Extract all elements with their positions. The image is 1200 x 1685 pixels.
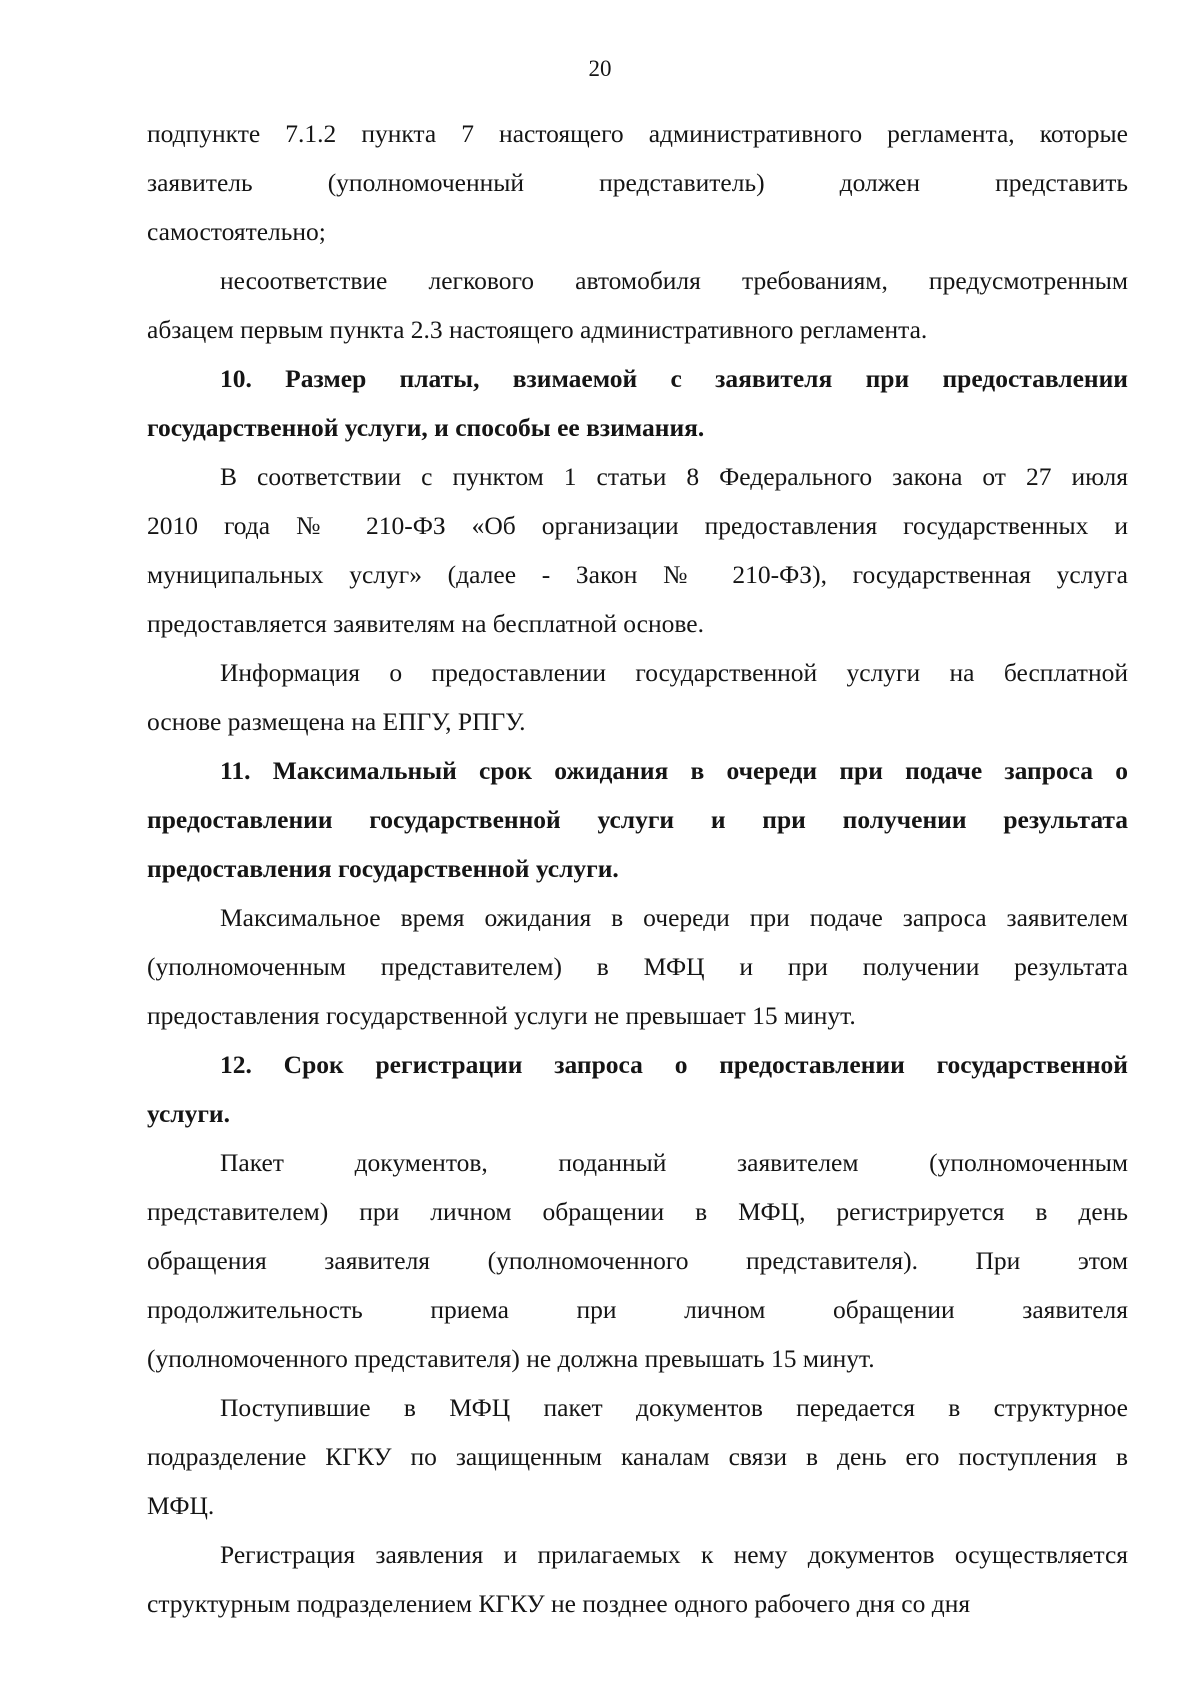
text-line: Регистрация заявления и прилагаемых к нему документов осуществляется <box>220 1540 1128 1569</box>
text-line: предоставляется заявителям на бесплатной основе. <box>147 609 704 638</box>
paragraph <box>147 452 1128 648</box>
text-line: основе размещена на ЕПГУ, РПГУ. <box>147 707 526 736</box>
text-line: заявитель (уполномоченный представитель) должен представить <box>147 168 1128 197</box>
paragraph <box>147 256 1128 354</box>
text-line: 2010 года № 210-ФЗ «Об организации предоставления государственных и <box>147 511 1128 540</box>
text-line: предоставлении государственной услуги и при получении результата <box>147 805 1128 834</box>
section-heading <box>147 746 1128 893</box>
text-line: подпункте 7.1.2 пункта 7 настоящего административного регламента, которые <box>147 119 1128 148</box>
text-line: представителем) при личном обращении в МФЦ, регистрируется в день <box>147 1197 1128 1226</box>
text-line: Поступившие в МФЦ пакет документов передается в структурное <box>220 1393 1128 1422</box>
section-heading <box>147 354 1128 452</box>
text-line: абзацем первым пункта 2.3 настоящего административного регламента. <box>147 315 928 344</box>
text-line: 12. Срок регистрации запроса о предоставлении государственной <box>220 1050 1128 1079</box>
paragraph <box>147 893 1128 1040</box>
text-line: 11. Максимальный срок ожидания в очереди при подаче запроса о <box>220 756 1128 785</box>
text-line: предоставления государственной услуги. <box>147 854 619 883</box>
text-line: муниципальных услуг» (далее - Закон № 210-ФЗ), государственная услуга <box>147 560 1128 589</box>
text-line: 10. Размер платы, взимаемой с заявителя при предоставлении <box>220 364 1128 393</box>
page-number: 20 <box>588 56 612 81</box>
text-line: подразделение КГКУ по защищенным каналам связи в день его поступления в <box>147 1442 1128 1471</box>
text-line: В соответствии с пунктом 1 статьи 8 Федерального закона от 27 июля <box>220 462 1128 491</box>
text-line: Информация о предоставлении государственной услуги на бесплатной <box>220 658 1128 687</box>
text-line: Пакет документов, поданный заявителем (уполномоченным <box>220 1148 1128 1177</box>
text-line: (уполномоченным представителем) в МФЦ и при получении результата <box>147 952 1128 981</box>
text-line: (уполномоченного представителя) не должна превышать 15 минут. <box>147 1344 875 1373</box>
text-line: Максимальное время ожидания в очереди при подаче запроса заявителем <box>220 903 1128 932</box>
text-line: продолжительность приема при личном обращении заявителя <box>147 1295 1128 1324</box>
text-line: услуги. <box>147 1099 230 1128</box>
text-line: самостоятельно; <box>147 217 326 246</box>
text-line: предоставления государственной услуги не превышает 15 минут. <box>147 1001 856 1030</box>
text-line: МФЦ. <box>147 1491 215 1520</box>
text-line: государственной услуги, и способы ее взимания. <box>147 413 705 442</box>
paragraph <box>147 1530 1128 1628</box>
paragraph <box>147 109 1128 256</box>
text-line: несоответствие легкового автомобиля требованиям, предусмотренным <box>220 266 1128 295</box>
text-line: обращения заявителя (уполномоченного представителя). При этом <box>147 1246 1128 1275</box>
text-line: структурным подразделением КГКУ не позднее одного рабочего дня со дня <box>147 1589 971 1618</box>
section-heading <box>147 1040 1128 1138</box>
paragraph <box>147 648 1128 746</box>
paragraph <box>147 1138 1128 1383</box>
paragraph <box>147 1383 1128 1530</box>
document-body <box>147 109 1128 1628</box>
